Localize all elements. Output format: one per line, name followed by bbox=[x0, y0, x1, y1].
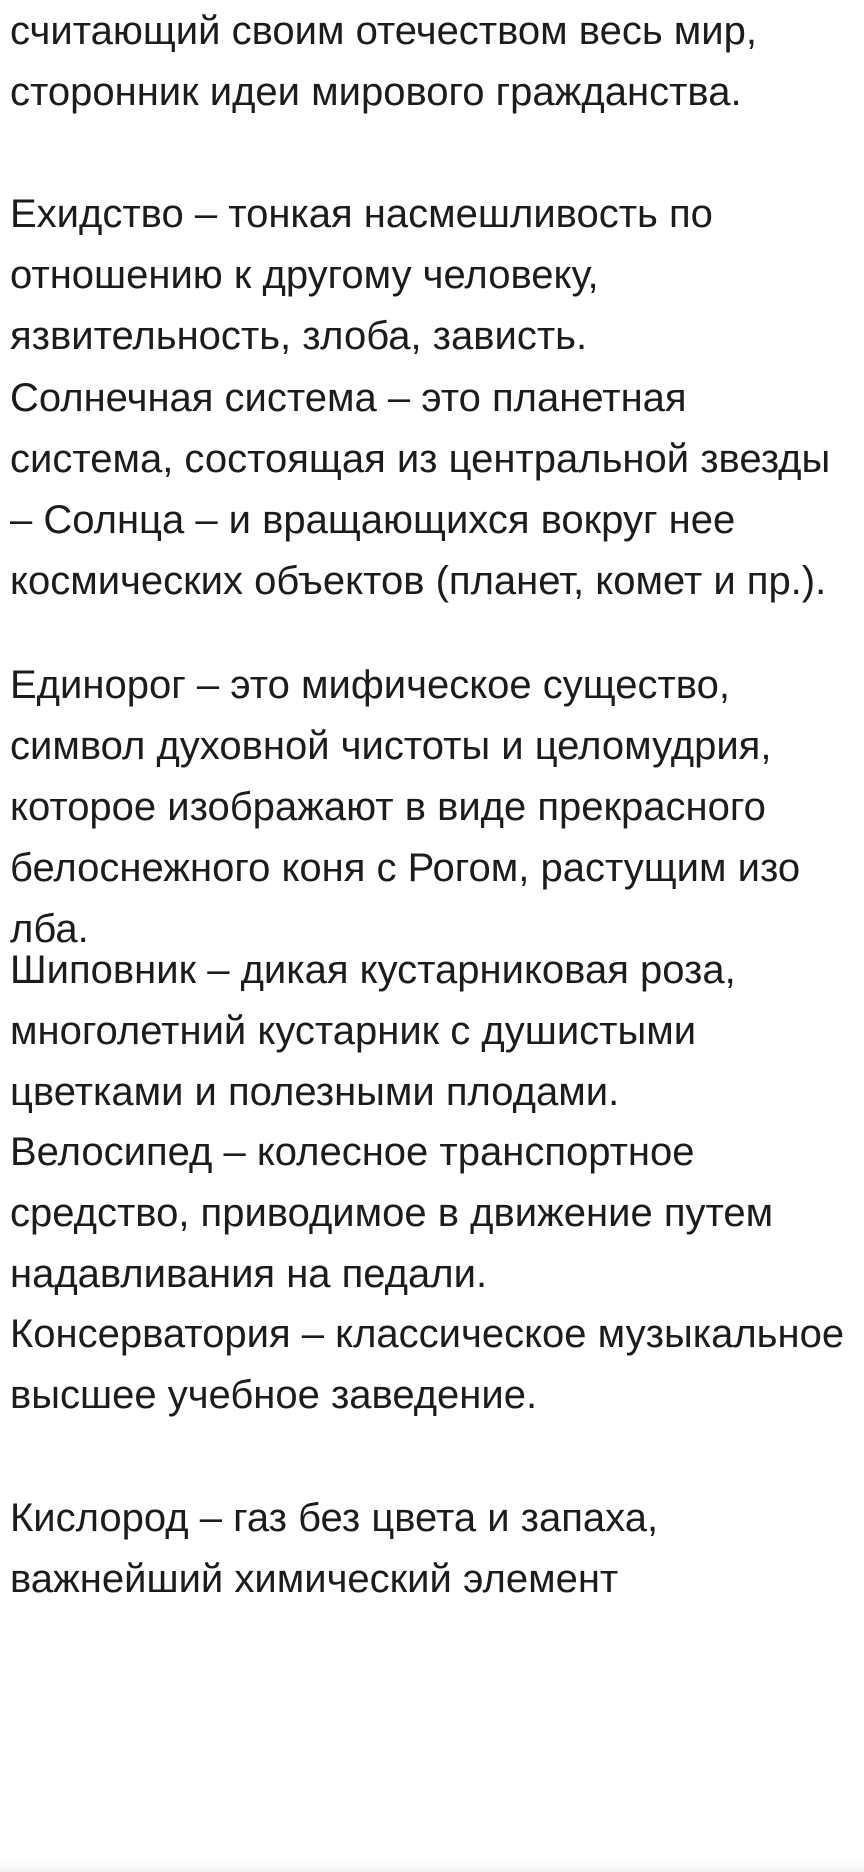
paragraph-unicorn: Единорог – это мифическое существо, символ духовной чистоты и целомудрия, которое изображают в виде прекрасного белоснежного коня с Рогом, растущим изо лба. bbox=[10, 663, 801, 951]
bottom-edge bbox=[0, 1860, 864, 1872]
paragraph-conservatory: Консерватория – классическое музыкальное высшее учебное заведение. bbox=[10, 1312, 845, 1417]
paragraph-cosmopolitan-tail: считающий своим отечеством весь мир, сторонник идеи мирового гражданства. bbox=[10, 9, 757, 114]
paragraph-ekhidstvo: Ехидство – тонкая насмешливость по отношению к другому человеку, язвительность, злоба, зависть. bbox=[10, 192, 713, 358]
paragraph-rosehip: Шиповник – дикая кустарниковая роза, многолетний кустарник с душистыми цветками и полезными плодами. bbox=[10, 948, 736, 1114]
paragraph-solar-system: Солнечная система – это планетная система, состоящая из центральной звезды – Солнца – и вращающихся вокруг нее космических объектов (планет, комет и пр.). bbox=[10, 376, 831, 603]
paragraph-oxygen: Кислород – газ без цвета и запаха, важнейший химический элемент bbox=[10, 1496, 659, 1601]
paragraph-bicycle: Велосипед – колесное транспортное средство, приводимое в движение путем надавливания на педали. bbox=[10, 1130, 774, 1296]
